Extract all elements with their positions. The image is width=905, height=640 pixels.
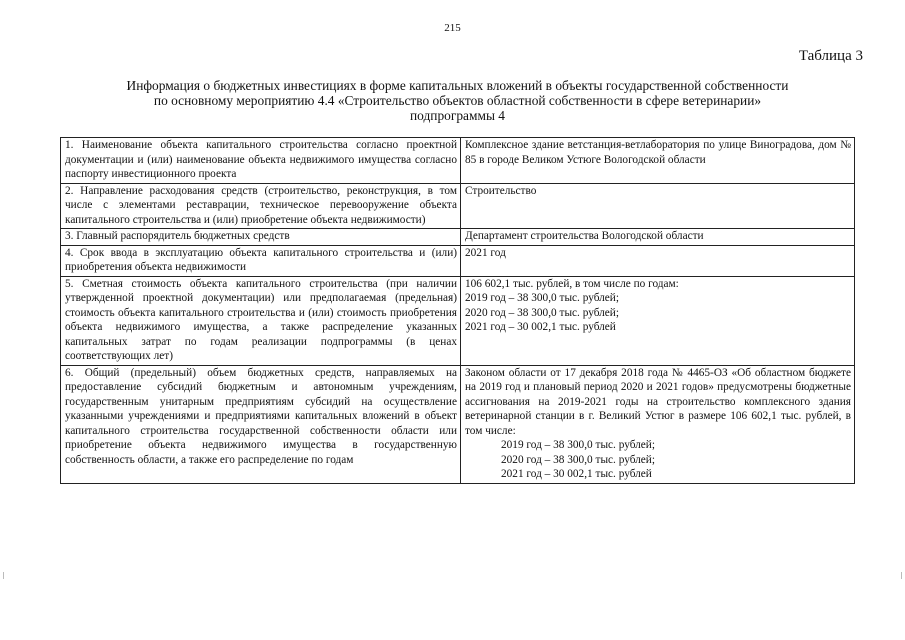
- document-title: [60, 78, 855, 123]
- table-row: [61, 276, 855, 365]
- row-6-label: 6. Общий (предельный) объем бюджетных средств, направляемых на предоставление субсидий бюджетным и автономным учреждениям, государственным унитарным предприятиям субсидий на осуществление указанными учреждениями и предприятиями капитальных вложений в объект капитального строительства государственной собственности области или приобретение объекта недвижимого имущества в государственную собственность области, а также его распределение по годам: [61, 365, 461, 483]
- row-3-value: Департамент строительства Вологодской области: [461, 229, 855, 246]
- investment-info-table: [60, 137, 855, 484]
- page-number: 215: [444, 22, 461, 34]
- table-label: Таблица 3: [798, 48, 863, 64]
- row-1-value: Комплексное здание ветстанция-ветлаборатория по улице Виноградова, дом № 85 в городе Великом Устюге Вологодской области: [461, 138, 855, 184]
- row-5-label: 5. Сметная стоимость объекта капитального строительства (при наличии утвержденной проектной документации) или предполагаемая (предельная) стоимость объекта капитального строительства и (или) стоимость приобретения объекта недвижимого имущества, а также распределение указанных капитальных затрат по годам реализации подпрограммы (в ценах соответствующих лет): [61, 276, 461, 365]
- scan-edge-mark-right: [901, 572, 902, 579]
- row-3-label: 3. Главный распорядитель бюджетных средств: [61, 229, 461, 246]
- row-6-value-text: Законом области от 17 декабря 2018 года № 4465-ОЗ «Об областном бюджете на 2019 год и плановый период 2020 и 2021 годов» предусмотрены бюджетные ассигнования на 2019-2021 годы на строительство комплексного здания ветеринарной станции в г. Великий Устюг в размере 106 602,1 тыс. рублей, в том числе:: [465, 366, 851, 437]
- row-4-label: 4. Срок ввода в эксплуатацию объекта капитального строительства и (или) приобретения объекта недвижимости: [61, 245, 461, 276]
- row-5-value: [461, 276, 855, 365]
- table-row: [61, 183, 855, 229]
- title-line-1: Информация о бюджетных инвестициях в форме капитальных вложений в объекты государственной собственности: [126, 78, 789, 93]
- scan-edge-mark-left: [3, 572, 4, 579]
- table-row: [61, 245, 855, 276]
- row-6-value-line: 2021 год – 30 002,1 тыс. рублей: [501, 468, 652, 480]
- row-1-label: 1. Наименование объекта капитального строительства согласно проектной документации и (или) наименование объекта недвижимого имущества согласно паспорту инвестиционного проекта: [61, 138, 461, 184]
- row-2-label: 2. Направление расходования средств (строительство, реконструкция, в том числе с элементами реставрации, техническое перевооружение объекта капитального строительства и (или) приобретение объекта недвижимости): [61, 183, 461, 229]
- row-5-value-line: 106 602,1 тыс. рублей, в том числе по годам:: [465, 277, 679, 290]
- row-2-value: Строительство: [461, 183, 855, 229]
- row-4-value: 2021 год: [461, 245, 855, 276]
- row-5-value-line: 2019 год – 38 300,0 тыс. рублей;: [465, 292, 619, 304]
- row-6-value: [461, 365, 855, 483]
- title-line-2: по основному мероприятию 4.4 «Строительство объектов областной собственности в сфере ветеринарии»: [153, 93, 762, 108]
- row-6-value-line: 2019 год – 38 300,0 тыс. рублей;: [501, 439, 655, 451]
- row-5-value-line: 2021 год – 30 002,1 тыс. рублей: [465, 321, 616, 333]
- table-row: [61, 229, 855, 246]
- table-row: [61, 138, 855, 184]
- row-5-value-line: 2020 год – 38 300,0 тыс. рублей;: [465, 306, 619, 319]
- row-6-value-line: 2020 год – 38 300,0 тыс. рублей;: [501, 453, 655, 466]
- title-line-3: подпрограммы 4: [410, 108, 505, 123]
- table-row: [61, 365, 855, 483]
